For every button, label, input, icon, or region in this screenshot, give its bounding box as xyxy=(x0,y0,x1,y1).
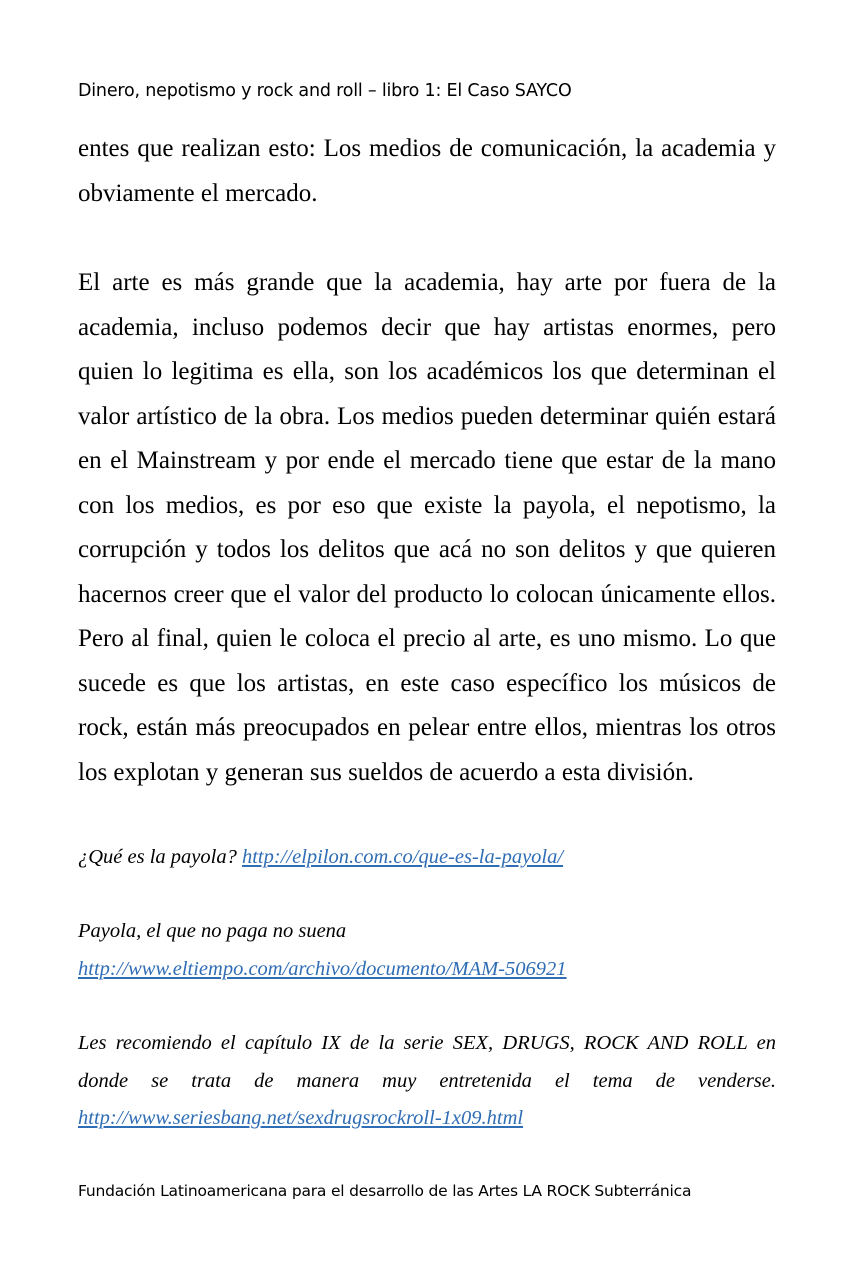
page-header: Dinero, nepotismo y rock and roll – libro 1: El Caso SAYCO xyxy=(78,81,572,101)
body-paragraph-2: El arte es más grande que la academia, hay arte por fuera de la academia, incluso podemos decir que hay artistas enormes, pero quien lo legitima es ella, son los académicos los que determinan el valor artístico de la obra. Los medios pueden determinar quién estará en el Mainstream y por ende el mercado tiene que estar de la mano con los medios, es por eso que existe la payola, el nepotismo, la corrupción y todos los delitos que acá no son delitos y que quieren hacernos creer que el valor del producto lo colocan únicamente ellos. Pero al final, quien le coloca el precio al arte, es uno mismo. Lo que sucede es que los artistas, en este caso específico los músicos de rock, están más preocupados en pelear entre ellos, mientras los otros los explotan y generan sus sueldos de acuerdo a esta división. xyxy=(78,269,776,786)
note-series xyxy=(78,1025,776,1138)
page-footer: Fundación Latinoamericana para el desarrollo de las Artes LA ROCK Subterránica xyxy=(78,1182,692,1200)
eltiempo-link[interactable]: http://www.eltiempo.com/archivo/documento/MAM-506921 xyxy=(78,957,567,980)
note-series-text: Les recomiendo el capítulo IX de la serie SEX, DRUGS, ROCK AND ROLL en donde se trata de manera muy entretenida el tema de venderse. xyxy=(78,1032,776,1092)
note-payola xyxy=(78,839,776,877)
note-payola-text: ¿Qué es la payola? xyxy=(78,846,237,868)
body-paragraph-1: entes que realizan esto: Los medios de comunicación, la academia y obviamente el mercado. xyxy=(78,135,776,207)
payola-link[interactable]: http://elpilon.com.co/que-es-la-payola/ xyxy=(241,846,564,868)
note-eltiempo xyxy=(78,913,776,988)
note-eltiempo-text: Payola, el que no paga no suena xyxy=(78,920,347,942)
seriesbang-link[interactable]: http://www.seriesbang.net/sexdrugsrockroll-1x09.html xyxy=(78,1107,524,1129)
